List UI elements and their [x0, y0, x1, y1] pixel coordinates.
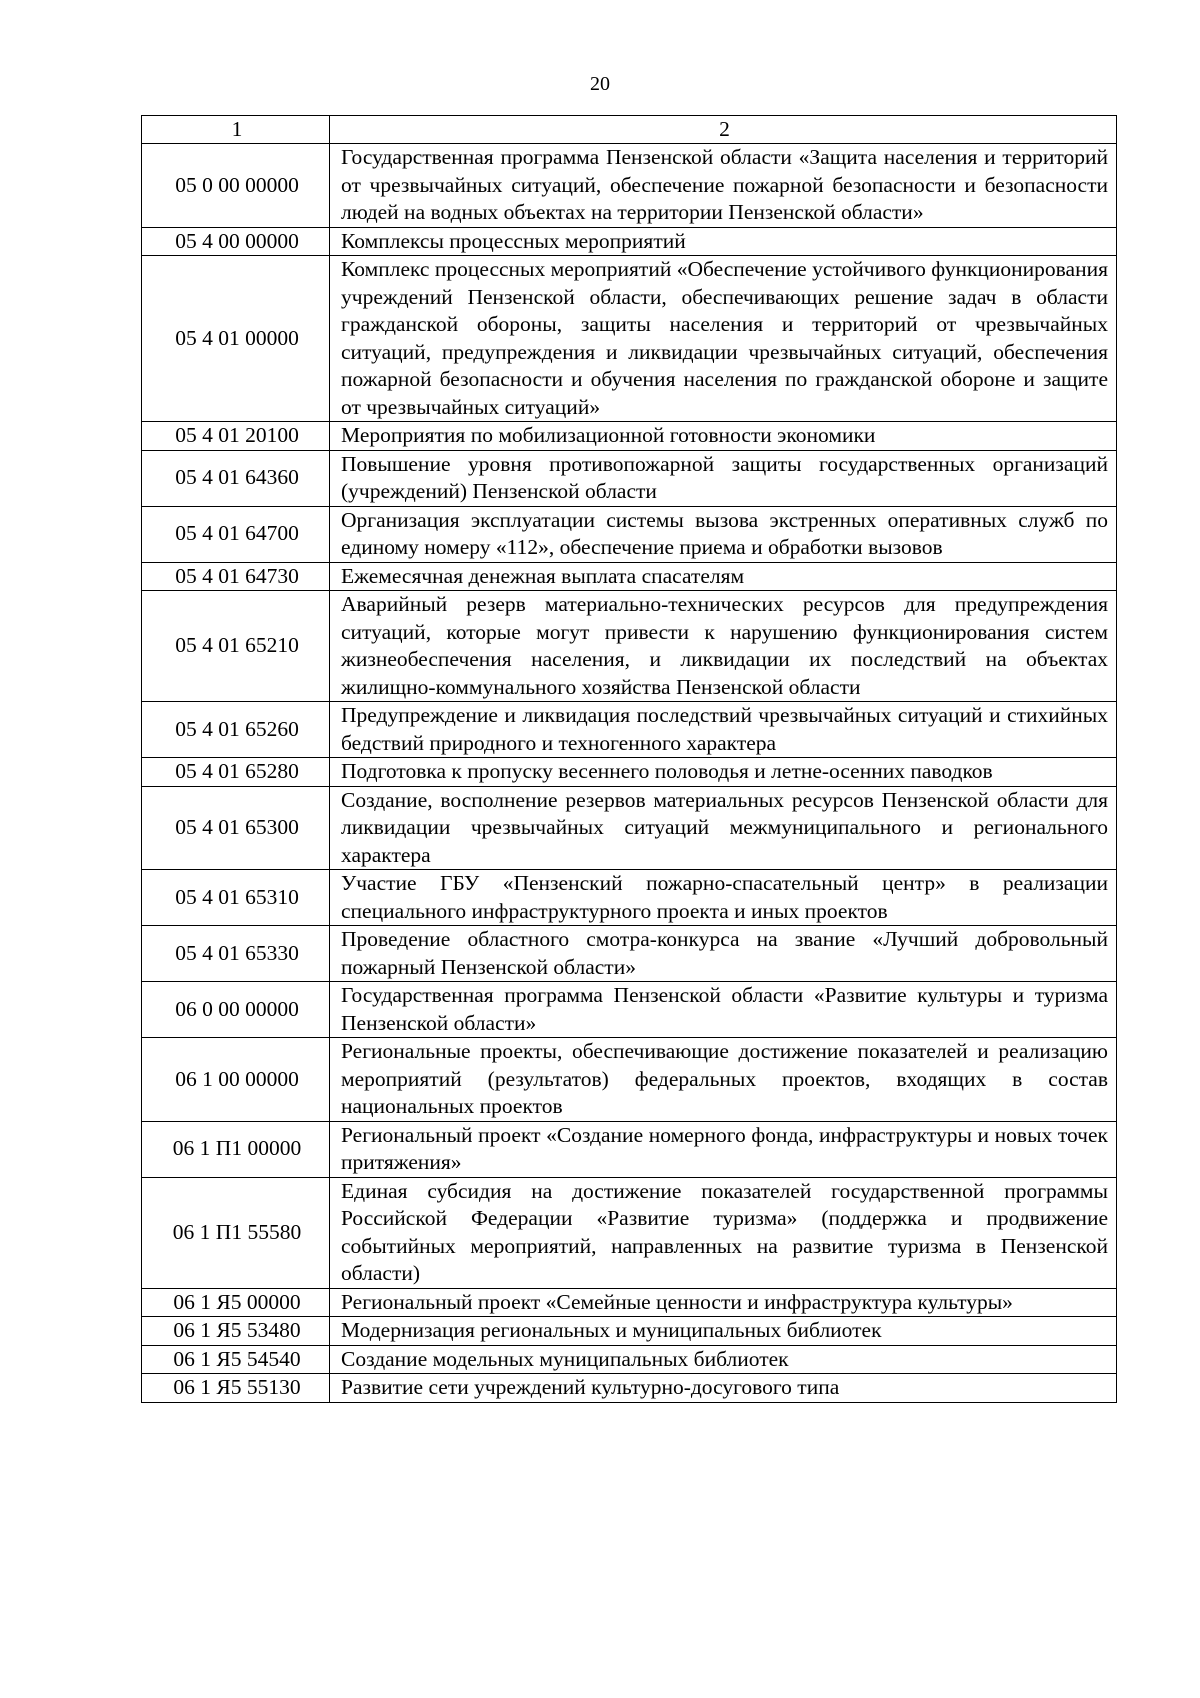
table-row: [142, 422, 1117, 451]
table-row: [142, 1177, 1117, 1288]
row-code: 05 4 01 64700: [142, 506, 330, 562]
row-description: Комплексы процессных мероприятий: [330, 227, 1117, 256]
table-row: [142, 506, 1117, 562]
row-code: 05 4 01 65300: [142, 786, 330, 870]
table-row: [142, 144, 1117, 228]
row-code: 05 0 00 00000: [142, 144, 330, 228]
table-row: [142, 926, 1117, 982]
table-row: [142, 450, 1117, 506]
row-code: 05 4 01 65330: [142, 926, 330, 982]
row-code: 05 4 01 64730: [142, 562, 330, 591]
row-description: Ежемесячная денежная выплата спасателям: [330, 562, 1117, 591]
table-row: [142, 1317, 1117, 1346]
table-row: [142, 702, 1117, 758]
row-description: Проведение областного смотра-конкурса на звание «Лучший добровольный пожарный Пензенской области»: [330, 926, 1117, 982]
table-row: [142, 870, 1117, 926]
table-row: [142, 1374, 1117, 1403]
row-description: Единая субсидия на достижение показателей государственной программы Российской Федерации «Развитие туризма» (поддержка и продвижение событийных мероприятий, направленных на развитие туризма в Пензенской области): [330, 1177, 1117, 1288]
column-header-1: 1: [142, 116, 330, 144]
row-description: Региональный проект «Семейные ценности и инфраструктура культуры»: [330, 1288, 1117, 1317]
row-code: 06 1 00 00000: [142, 1038, 330, 1122]
table-header-row: [142, 116, 1117, 144]
page-number: 20: [590, 73, 610, 95]
row-code: 06 1 П1 00000: [142, 1121, 330, 1177]
column-header-2: 2: [330, 116, 1117, 144]
row-description: Предупреждение и ликвидация последствий чрезвычайных ситуаций и стихийных бедствий природного и техногенного характера: [330, 702, 1117, 758]
row-code: 06 1 Я5 53480: [142, 1317, 330, 1346]
row-code: 05 4 01 65210: [142, 591, 330, 702]
table-row: [142, 758, 1117, 787]
row-description: Повышение уровня противопожарной защиты государственных организаций (учреждений) Пензенской области: [330, 450, 1117, 506]
table-row: [142, 786, 1117, 870]
table-row: [142, 1288, 1117, 1317]
table-row: [142, 256, 1117, 422]
row-description: Региональные проекты, обеспечивающие достижение показателей и реализацию мероприятий (результатов) федеральных проектов, входящих в состав национальных проектов: [330, 1038, 1117, 1122]
table-row: [142, 1038, 1117, 1122]
row-description: Создание модельных муниципальных библиотек: [330, 1345, 1117, 1374]
row-description: Аварийный резерв материально-технических ресурсов для предупреждения ситуаций, которые могут привести к нарушению функционирования систем жизнеобеспечения населения, и ликвидации их последствий на объектах жилищно-коммунального хозяйства Пензенской области: [330, 591, 1117, 702]
row-code: 06 0 00 00000: [142, 982, 330, 1038]
row-code: 06 1 Я5 54540: [142, 1345, 330, 1374]
row-description: Государственная программа Пензенской области «Развитие культуры и туризма Пензенской области»: [330, 982, 1117, 1038]
row-description: Создание, восполнение резервов материальных ресурсов Пензенской области для ликвидации чрезвычайных ситуаций межмуниципального и регионального характера: [330, 786, 1117, 870]
table-row: [142, 591, 1117, 702]
table-row: [142, 982, 1117, 1038]
row-code: 05 4 01 65310: [142, 870, 330, 926]
row-code: 05 4 01 65260: [142, 702, 330, 758]
table-row: [142, 562, 1117, 591]
row-description: Государственная программа Пензенской области «Защита населения и территорий от чрезвычайных ситуаций, обеспечение пожарной безопасности и безопасности людей на водных объектах на территории Пензенской области»: [330, 144, 1117, 228]
row-description: Участие ГБУ «Пензенский пожарно-спасательный центр» в реализации специального инфраструктурного проекта и иных проектов: [330, 870, 1117, 926]
row-code: 05 4 01 64360: [142, 450, 330, 506]
budget-classification-table: [141, 115, 1117, 1403]
row-description: Подготовка к пропуску весеннего половодья и летне-осенних паводков: [330, 758, 1117, 787]
row-description: Региональный проект «Создание номерного фонда, инфраструктуры и новых точек притяжения»: [330, 1121, 1117, 1177]
row-code: 05 4 01 00000: [142, 256, 330, 422]
row-code: 06 1 Я5 00000: [142, 1288, 330, 1317]
row-code: 06 1 П1 55580: [142, 1177, 330, 1288]
row-code: 06 1 Я5 55130: [142, 1374, 330, 1403]
row-description: Развитие сети учреждений культурно-досугового типа: [330, 1374, 1117, 1403]
table-row: [142, 227, 1117, 256]
row-description: Комплекс процессных мероприятий «Обеспечение устойчивого функционирования учреждений Пензенской области, обеспечивающих решение задач в области гражданской обороны, защиты населения и территорий от чрезвычайных ситуаций, предупреждения и ликвидации чрезвычайных ситуаций, обеспечения пожарной безопасности и обучения населения по гражданской обороне и защите от чрезвычайных ситуаций»: [330, 256, 1117, 422]
row-code: 05 4 01 65280: [142, 758, 330, 787]
table-row: [142, 1345, 1117, 1374]
row-description: Организация эксплуатации системы вызова экстренных оперативных служб по единому номеру «112», обеспечение приема и обработки вызовов: [330, 506, 1117, 562]
table-row: [142, 1121, 1117, 1177]
row-description: Модернизация региональных и муниципальных библиотек: [330, 1317, 1117, 1346]
row-code: 05 4 01 20100: [142, 422, 330, 451]
row-description: Мероприятия по мобилизационной готовности экономики: [330, 422, 1117, 451]
row-code: 05 4 00 00000: [142, 227, 330, 256]
